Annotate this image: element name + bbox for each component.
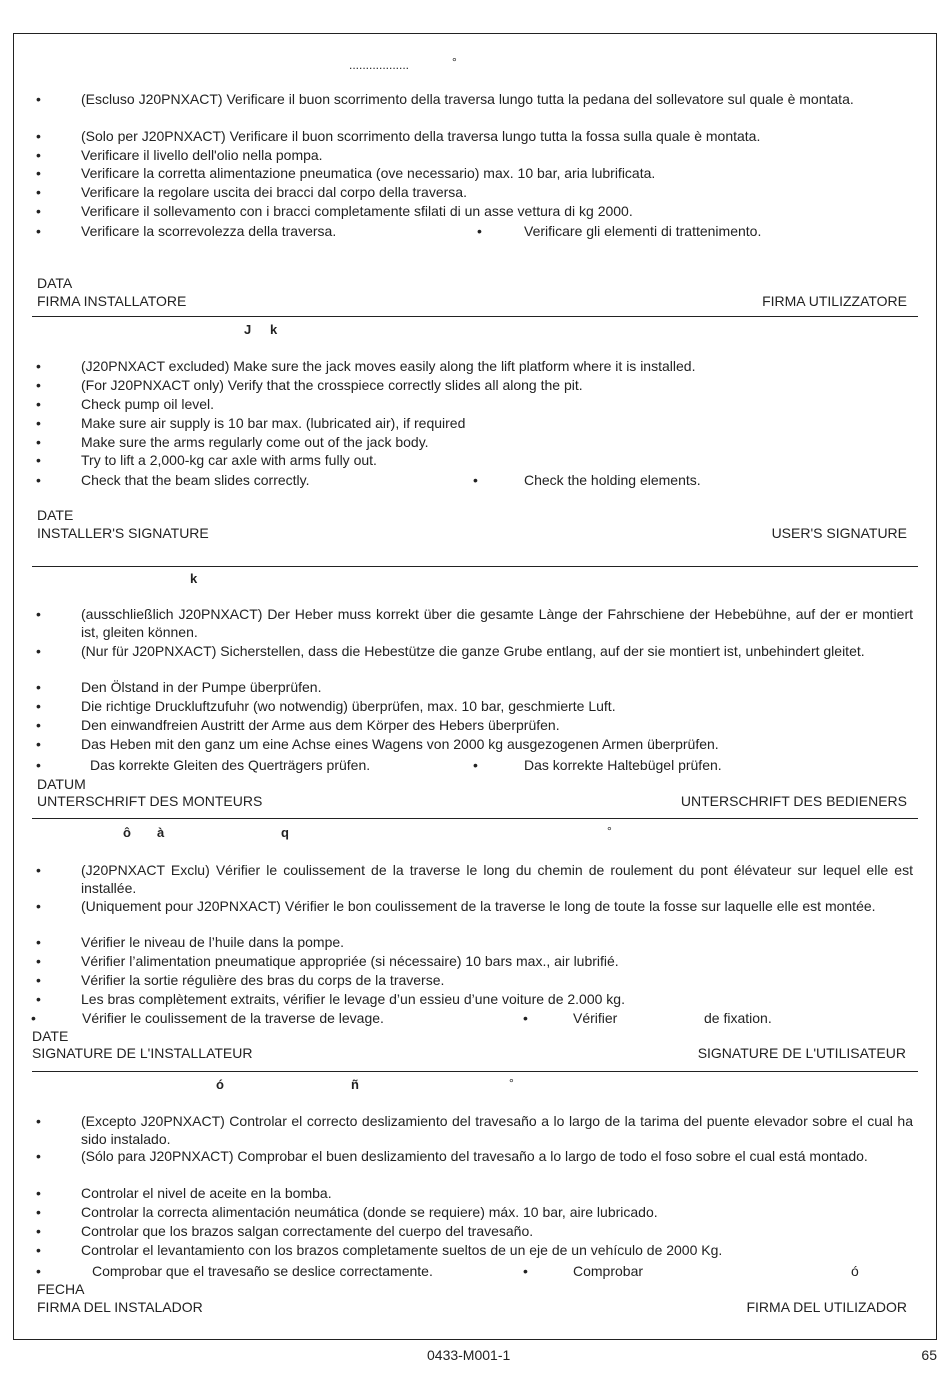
bullet-icon: • bbox=[36, 757, 41, 773]
checklist-item: Make sure the arms regularly come out of the jack body. bbox=[81, 434, 429, 450]
section-header-a: à bbox=[157, 825, 165, 840]
document-code: 0433-M001-1 bbox=[427, 1347, 511, 1363]
checklist-item: (J20PNXACT excluded) Make sure the jack moves easily along the lift platform where it is installed. bbox=[81, 358, 696, 374]
checklist-item: Make sure air supply is 10 bar max. (lubricated air), if required bbox=[81, 415, 466, 431]
section-header-j: J bbox=[244, 322, 252, 337]
checklist-item: Controlar que los brazos salgan correctamente del cuerpo del travesaño. bbox=[81, 1223, 534, 1239]
section-header-degree: ° bbox=[607, 824, 612, 838]
bullet-icon: • bbox=[36, 898, 41, 914]
checklist-item: Controlar la correcta alimentación neumática (donde se requiere) máx. 10 bar, aire lubricado. bbox=[81, 1204, 658, 1220]
checklist-item: Verificare la regolare uscita dei bracci dal corpo della traversa. bbox=[81, 184, 467, 200]
bullet-icon: • bbox=[36, 1185, 41, 1201]
bullet-icon: • bbox=[31, 1010, 36, 1026]
checklist-item: (ausschließlich J20PNXACT) Der Heber muss korrekt über die gesamte Lànge der Fahrschiene der Hebebühne, auf der er montiert ist, gleiten können. bbox=[81, 606, 913, 640]
bullet-icon: • bbox=[36, 1242, 41, 1258]
bullet-icon: • bbox=[36, 203, 41, 219]
user-signature-label: USER'S SIGNATURE bbox=[771, 525, 907, 541]
user-signature-label: UNTERSCHRIFT DES BEDIENERS bbox=[680, 793, 907, 809]
date-label: FECHA bbox=[37, 1281, 85, 1297]
section-header-degree: ° bbox=[509, 1076, 514, 1090]
checklist-item: Controlar el levantamiento con los brazos completamente sueltos de un eje de un vehículo de 2000 Kg. bbox=[81, 1242, 723, 1258]
checklist-item: (Escluso J20PNXACT) Verificare il buon scorrimento della traversa lungo tutta la pedana del sollevatore sul quale è montata. bbox=[81, 91, 854, 107]
bullet-icon: • bbox=[36, 717, 41, 733]
checklist-item: (Excepto J20PNXACT) Controlar el correcto deslizamiento del travesaño a lo largo de la tarima del puente elevador sobre el cual ha sido instalado. bbox=[81, 1113, 913, 1147]
bullet-icon: • bbox=[523, 1263, 528, 1279]
bullet-icon: • bbox=[36, 1263, 41, 1279]
bullet-icon: • bbox=[523, 1010, 528, 1026]
checklist-item: Les bras complètement extraits, vérifier le levage d’un essieu d’une voiture de 2.000 kg. bbox=[81, 991, 625, 1007]
checklist-item: (J20PNXACT Exclu) Vérifier le coulissement de la traverse le long du chemin de roulement du pont élévateur sur lequel elle est installée. bbox=[81, 862, 913, 896]
checklist-item: Vérifier la sortie régulière des bras du corps de la traverse. bbox=[81, 972, 445, 988]
bullet-icon: • bbox=[36, 91, 41, 107]
checklist-item-last-right: Comprobar bbox=[573, 1263, 644, 1279]
checklist-item: Vérifier l’alimentation pneumatique appropriée (si nécessaire) 10 bars max., air lubrifié. bbox=[81, 953, 619, 969]
installer-signature-label: FIRMA DEL INSTALADOR bbox=[37, 1299, 203, 1315]
section-divider bbox=[32, 818, 918, 819]
section-header-o: ô bbox=[123, 825, 131, 840]
checklist-item: Den einwandfreien Austritt der Arme aus dem Körper des Hebers überprüfen. bbox=[81, 717, 560, 733]
checklist-item: Controlar el nivel de aceite en la bomba. bbox=[81, 1185, 332, 1201]
checklist-item: Den Ölstand in der Pumpe überprüfen. bbox=[81, 679, 322, 695]
checklist-item-last-right-b: de fixation. bbox=[704, 1010, 772, 1026]
bullet-icon: • bbox=[36, 698, 41, 714]
bullet-icon: • bbox=[36, 377, 41, 393]
installer-signature-label: SIGNATURE DE L'INSTALLATEUR bbox=[32, 1045, 253, 1061]
bullet-icon: • bbox=[473, 757, 478, 773]
bullet-icon: • bbox=[36, 165, 41, 181]
checklist-item: Try to lift a 2,000-kg car axle with arms fully out. bbox=[81, 452, 377, 468]
checklist-item-last-right: Das korrekte Haltebügel prüfen. bbox=[524, 757, 722, 773]
section-header-degree: ° bbox=[452, 55, 457, 69]
bullet-icon: • bbox=[36, 643, 41, 659]
bullet-icon: • bbox=[36, 452, 41, 468]
checklist-item-last-left: Das korrekte Gleiten des Querträgers prüfen. bbox=[90, 757, 371, 773]
checklist-item: Verificare il livello dell'olio nella pompa. bbox=[81, 147, 323, 163]
user-signature-label: FIRMA DEL UTILIZADOR bbox=[746, 1299, 907, 1315]
checklist-item: Die richtige Druckluftzufuhr (wo notwendig) überprüfen, max. 10 bar, geschmierte Luft. bbox=[81, 698, 616, 714]
bullet-icon: • bbox=[36, 736, 41, 752]
bullet-icon: • bbox=[36, 147, 41, 163]
installer-signature-label: INSTALLER'S SIGNATURE bbox=[37, 525, 209, 541]
user-signature-label: FIRMA UTILIZZATORE bbox=[762, 293, 907, 309]
user-signature-label: SIGNATURE DE L'UTILISATEUR bbox=[697, 1045, 906, 1061]
section-divider bbox=[32, 1071, 918, 1072]
bullet-icon: • bbox=[36, 396, 41, 412]
checklist-item-last-left: Check that the beam slides correctly. bbox=[81, 472, 310, 488]
installer-signature-label: UNTERSCHRIFT DES MONTEURS bbox=[37, 793, 263, 809]
checklist-item: (Sólo para J20PNXACT) Comprobar el buen deslizamiento del travesaño a lo largo de todo el foso sobre el cual está montado. bbox=[81, 1148, 868, 1164]
date-label: DATE bbox=[37, 507, 74, 523]
bullet-icon: • bbox=[36, 415, 41, 431]
checklist-item-last-left: Comprobar que el travesaño se deslice correctamente. bbox=[92, 1263, 433, 1279]
bullet-icon: • bbox=[477, 223, 482, 239]
section-header-k: k bbox=[270, 322, 278, 337]
date-label: DATA bbox=[37, 275, 73, 291]
checklist-item: (Solo per J20PNXACT) Verificare il buon scorrimento della traversa lungo tutta la fossa sulla quale è montata. bbox=[81, 128, 761, 144]
bullet-icon: • bbox=[36, 1113, 41, 1129]
bullet-icon: • bbox=[36, 358, 41, 374]
section-header-n: ñ bbox=[351, 1077, 359, 1092]
checklist-item: Verificare il sollevamento con i bracci completamente sfilati di un asse vettura di kg 2000. bbox=[81, 203, 633, 219]
bullet-icon: • bbox=[36, 128, 41, 144]
checklist-item: Vérifier le niveau de l’huile dans la pompe. bbox=[81, 934, 345, 950]
bullet-icon: • bbox=[36, 953, 41, 969]
bullet-icon: • bbox=[36, 1223, 41, 1239]
bullet-icon: • bbox=[36, 434, 41, 450]
bullet-icon: • bbox=[473, 472, 478, 488]
bullet-icon: • bbox=[36, 184, 41, 200]
bullet-icon: • bbox=[36, 1148, 41, 1164]
checklist-item-last-right: Verificare gli elementi di trattenimento. bbox=[524, 223, 762, 239]
date-label: DATUM bbox=[37, 776, 86, 792]
checklist-item: (Nur für J20PNXACT) Sicherstellen, dass die Hebestütze die ganze Grube entlang, auf der sie montiert ist, unbehindert gleitet. bbox=[81, 643, 865, 659]
bullet-icon: • bbox=[36, 223, 41, 239]
bullet-icon: • bbox=[36, 972, 41, 988]
bullet-icon: • bbox=[36, 1204, 41, 1220]
checklist-item: (Uniquement pour J20PNXACT) Vérifier le bon coulissement de la traverse le long de toute la fosse sur laquelle elle est montée. bbox=[81, 898, 876, 914]
section-divider bbox=[32, 316, 918, 317]
checklist-item-last-left: Verificare la scorrevolezza della traversa. bbox=[81, 223, 337, 239]
checklist-item: Check pump oil level. bbox=[81, 396, 215, 412]
checklist-item: Verificare la corretta alimentazione pneumatica (ove necessario) max. 10 bar, aria lubrificata. bbox=[81, 165, 656, 181]
bullet-icon: • bbox=[36, 862, 41, 878]
section-header-k: k bbox=[190, 571, 198, 586]
bullet-icon: • bbox=[36, 472, 41, 488]
section-header-dots: .................. bbox=[349, 58, 410, 72]
checklist-item: (For J20PNXACT only) Verify that the crosspiece correctly slides all along the pit. bbox=[81, 377, 583, 393]
checklist-item-last-right: Check the holding elements. bbox=[524, 472, 701, 488]
page-number: 65 bbox=[921, 1347, 937, 1363]
bullet-icon: • bbox=[36, 934, 41, 950]
bullet-icon: • bbox=[36, 679, 41, 695]
section-header-q: q bbox=[281, 825, 289, 840]
checklist-item: Das Heben mit den ganz um eine Achse eines Wagens von 2000 kg ausgezogenen Armen überprüfen. bbox=[81, 736, 719, 752]
section-divider bbox=[32, 566, 918, 567]
section-header-o: ó bbox=[216, 1077, 224, 1092]
installer-signature-label: FIRMA INSTALLATORE bbox=[37, 293, 187, 309]
bullet-icon: • bbox=[36, 991, 41, 1007]
checklist-item-last-right-a: Vérifier bbox=[573, 1010, 618, 1026]
checklist-item-last-right-o: ó bbox=[851, 1263, 859, 1279]
checklist-item-last-left: Vérifier le coulissement de la traverse de levage. bbox=[82, 1010, 384, 1026]
date-label: DATE bbox=[32, 1028, 69, 1044]
bullet-icon: • bbox=[36, 606, 41, 622]
